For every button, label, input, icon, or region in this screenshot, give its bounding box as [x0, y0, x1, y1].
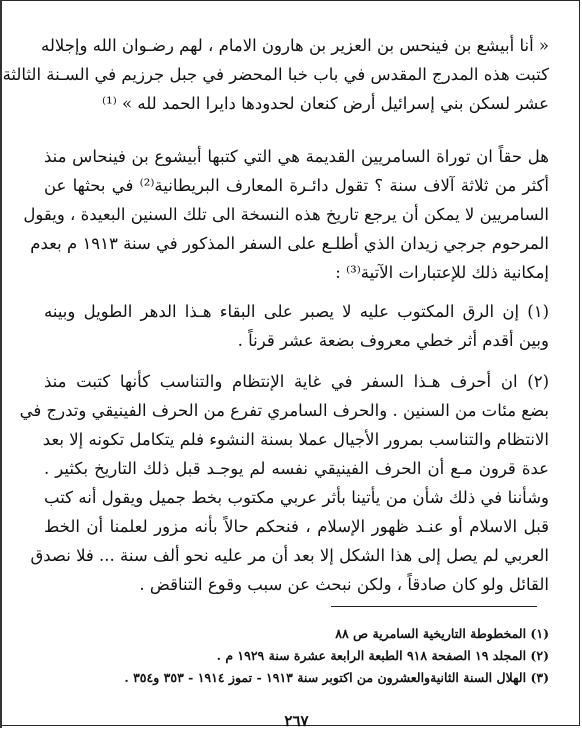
text-line: « أنا أبيشع بن فينحس بن العزير بن هارون الامام ، لهم رضـوان الله وإجلاله [41, 36, 549, 55]
text-line: كتبت هذه المدرج المقدس في باب خبا المحضر في جبل جرزيم في السـنة الثالثة [2, 65, 549, 84]
text-line: قبل الاسلام أو عنـد ظهور الإسلام ، فنحكم حالاً بأنه مزور لعلمنا أن الخط [44, 517, 549, 536]
footnote: (١) المخطوطة التاريخية السامرية ص ٨٨ [335, 626, 549, 641]
text-line: الانتظام والتناسب بمرور الأجيال عملا بسنة النشوء فلم يتكامل تكونه إلا بعد [42, 430, 549, 449]
text-line: (١) إن الرق المكتوب عليه لا يصبر على البقاء هـذا الدهر الطويل وبينه [44, 302, 549, 321]
text-line: عشر لسكن بني إسرائيل أرض كنعان لحدودها دايرا الحمد لله » ⁽¹⁾ [102, 94, 549, 113]
text-line: بضع مئات من السنين . والحرف السامري تفرع من الحرف الفينيقي وتدرج في [19, 401, 549, 420]
text-line: المرحوم جرجي زيدان الذي أطلـع على السفر المذكور في سنة ١٩١٣ م بعدم [30, 234, 549, 253]
document-page [2, 12, 549, 730]
text-line: أكثر من ثلاثة آلاف سنة ؟ تقول دائـرة المعارف البريطانية⁽²⁾ في بحثها عن [44, 176, 549, 195]
footnote-divider [331, 606, 537, 607]
text-line: العربي لم يصل إلى هذا الشكل إلا بعد أن مر عليه نحو ألف سنة ... فلا نصدق [30, 546, 549, 565]
text-line: وشأننا في ذلك شأن من يأتينا بأثر عربي مكتوب بخط جميل ويقول أنه كتب [44, 488, 549, 507]
text-line: (٢) ان أحرف هـذا السفر في غاية الإنتظام والتناسب كأنها كتبت منذ [44, 372, 549, 391]
text-line: وبين أقدم أثر خطي معروف بضعة عشر قرناً . [237, 331, 549, 350]
text-line: القائل ولو كان صادقاً ، ولكن نبحث عن سبب وقوع التناقض . [139, 575, 549, 594]
text-line: السامريين لا يمكن أن يرجع تاريخ هذه النسخة الى تلك السنين البعيدة ، ويقول [23, 205, 549, 224]
scan-edge [0, 0, 2, 728]
footnote: (٣) الهلال السنة الثانيةوالعشرون من اكتوبر سنة ١٩١٣ - تموز ١٩١٤ - ٣٥٣ و٣٥٤ . [124, 670, 549, 685]
text-line: عدة قرون مـع أن الحرف الفينيقي نفسه لم يوجـد قبل ذلك التاريخ بكثير . [44, 459, 549, 478]
page-number: ٢٦٧ [284, 712, 309, 730]
text-line: إمكانية ذلك للإعتبارات الآتية⁽³⁾ : [335, 263, 549, 282]
footnote: (٢) المجلد ١٩ الصفحة ٩١٨ الطبعة الرابعة عشرة سنة ١٩٢٩ م . [216, 648, 549, 663]
text-line: هل حقاً ان توراة السامريين القديمة هي التي كتبها أبيشوع بن فينحاس منذ [44, 147, 549, 166]
